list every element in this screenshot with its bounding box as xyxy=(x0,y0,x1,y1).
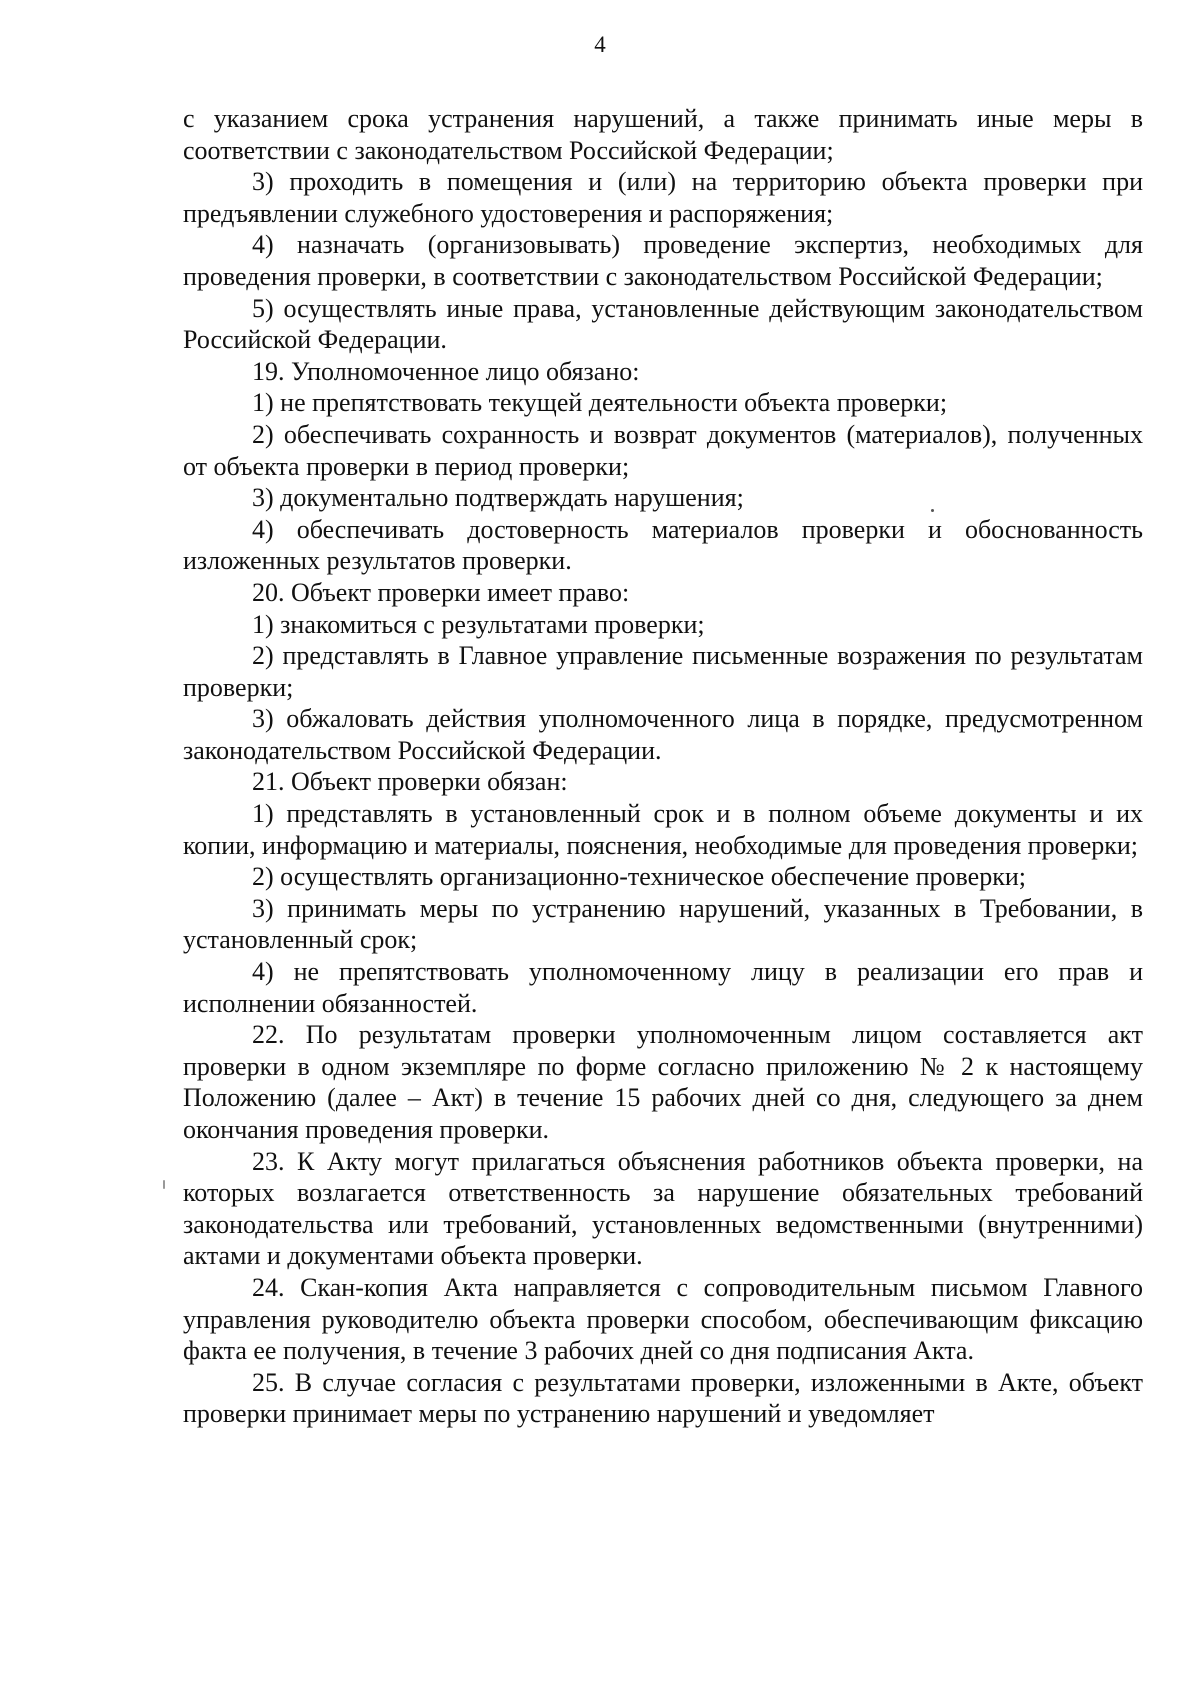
paragraph: 1) не препятствовать текущей деятельности объекта проверки; xyxy=(252,388,948,418)
paragraph: 3) документально подтверждать нарушения; xyxy=(252,483,744,513)
scan-speck xyxy=(931,509,934,512)
paragraph: 1) знакомиться с результатами проверки; xyxy=(252,609,705,639)
paragraph: 19. Уполномоченное лицо обязано: xyxy=(252,356,640,386)
paragraph: 24. Скан-копия Акта направляется с сопроводительным письмом Главного управления руководителю объекта проверки способом, обеспечивающим фиксацию факта ее получения, в течение 3 рабочих дней со дня подписания Акта. xyxy=(183,1272,1143,1366)
paragraph: 3) проходить в помещения и (или) на территорию объекта проверки при предъявлении служебного удостоверения и распоряжения; xyxy=(183,167,1143,228)
paragraph: 4) назначать (организовывать) проведение экспертиз, необходимых для проведения проверки, в соответствии с законодательством Российской Федерации; xyxy=(183,230,1143,291)
scan-speck xyxy=(163,1180,165,1189)
paragraph: 4) не препятствовать уполномоченному лицу в реализации его прав и исполнении обязанностей. xyxy=(183,957,1143,1018)
page-number: 4 xyxy=(594,32,606,57)
paragraph: 23. К Акту могут прилагаться объяснения работников объекта проверки, на которых возлагается ответственность за нарушение обязательных требований законодательства или требований, установленных ведомственными (внутренними) актами и документами объекта проверки. xyxy=(183,1146,1143,1271)
paragraph: 22. По результатам проверки уполномоченным лицом составляется акт проверки в одном экземпляре по форме согласно приложению № 2 к настоящему Положению (далее – Акт) в течение 15 рабочих дней со дня, следующего за днем окончания проведения проверки. xyxy=(183,1020,1143,1144)
paragraph: 5) осуществлять иные права, установленные действующим законодательством Российской Федерации. xyxy=(183,293,1143,355)
paragraph: 4) обеспечивать достоверность материалов проверки и обоснованность изложенных результатов проверки. xyxy=(183,514,1143,576)
paragraph: 1) представлять в установленный срок и в полном объеме документы и их копии, информацию и материалы, пояснения, необходимые для проведения проверки; xyxy=(183,799,1143,860)
document-body xyxy=(183,103,1143,1430)
paragraph: 3) принимать меры по устранению нарушений, указанных в Требовании, в установленный срок; xyxy=(183,893,1143,955)
paragraph: с указанием срока устранения нарушений, а также принимать иные меры в соответствии с законодательством Российской Федерации; xyxy=(183,104,1143,165)
paragraph: 2) осуществлять организационно-техническое обеспечение проверки; xyxy=(252,862,1026,892)
paragraph: 2) представлять в Главное управление письменные возражения по результатам проверки; xyxy=(183,641,1143,702)
paragraph: 3) обжаловать действия уполномоченного лица в порядке, предусмотренном законодательством Российской Федерации. xyxy=(183,704,1143,765)
paragraph: 25. В случае согласия с результатами проверки, изложенными в Акте, объект проверки принимает меры по устранению нарушений и уведомляет xyxy=(183,1367,1143,1429)
paragraph: 20. Объект проверки имеет право: xyxy=(252,577,630,607)
paragraph: 2) обеспечивать сохранность и возврат документов (материалов), полученных от объекта проверки в период проверки; xyxy=(183,419,1143,481)
paragraph: 21. Объект проверки обязан: xyxy=(252,767,568,797)
